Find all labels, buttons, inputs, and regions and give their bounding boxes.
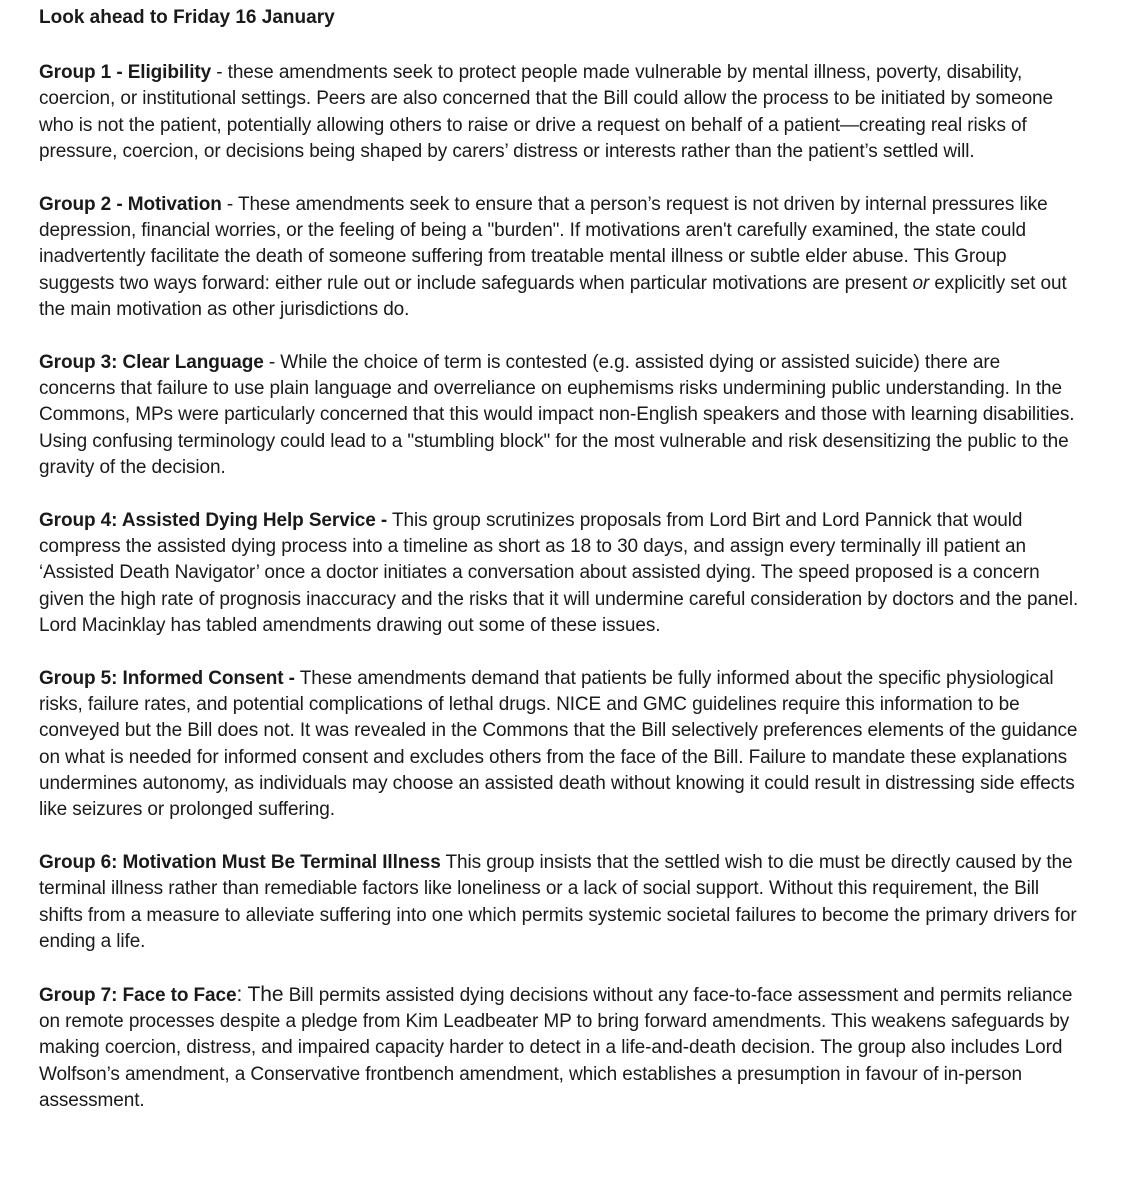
group-6-body: This group insists that the settled wish to die must be directly caused by the terminal illness rather than remediable factors like loneliness or a lack of social support. Without this requirement, the Bill shifts from a measure to alleviate suffering into one which permits systemic societal failures to become the primary drivers for ending a life. bbox=[39, 851, 1077, 952]
group-4-body: This group scrutinizes proposals from Lord Birt and Lord Pannick that would compress the assisted dying process into a timeline as short as 18 to 30 days, and assign every terminally ill patient an ‘Assisted Death Navigator’ once a doctor initiates a conversation about assisted dying. The speed proposed is a concern given the high rate of prognosis inaccuracy and the risks that it will undermine careful consideration by doctors and the panel. Lord Macinklay has tabled amendments drawing out some of these issues. bbox=[39, 509, 1079, 636]
group-3-title: Group 3: Clear Language bbox=[39, 351, 264, 373]
group-4-title: Group 4: Assisted Dying Help Service - bbox=[39, 509, 388, 531]
group-1-body: - these amendments seek to protect people made vulnerable by mental illness, poverty, disability, coercion, or institutional settings. Peers are also concerned that the Bill could allow the process to be initiated by someone who is not the patient, potentially allowing others to raise or drive a request on behalf of a patient—creating real risks of pressure, coercion, or decisions being shaped by carers’ distress or interests rather than the patient’s settled will. bbox=[39, 62, 1053, 162]
group-3-body: - While the choice of term is contested (e.g. assisted dying or assisted suicide) there are concerns that failure to use plain language and overreliance on euphemisms risks undermining public understanding. In the Commons, MPs were particularly concerned that this would impact non-English speakers and those with learning disabilities. Using confusing terminology could lead to a "stumbling block" for the most vulnerable and risk desensitizing the public to the gravity of the decision. bbox=[39, 351, 1075, 478]
group-6-title: Group 6: Motivation Must Be Terminal Illness bbox=[39, 851, 441, 873]
group-7-body: Bill permits assisted dying decisions without any face-to-face assessment and permits reliance on remote processes despite a pledge from Kim Leadbeater MP to bring forward amendments. This weakens safeguards by making coercion, distress, and impaired capacity harder to detect in a life-and-death decision. The group also includes Lord Wolfson’s amendment, a Conservative frontbench amendment, which establishes a presumption in favour of in-person assessment. bbox=[39, 984, 1073, 1111]
group-7-title: Group 7: Face to Face bbox=[39, 984, 237, 1006]
group-5-body: These amendments demand that patients be fully informed about the specific physiological risks, failure rates, and potential complications of lethal drugs. NICE and GMC guidelines require this information to be conveyed but the Bill does not. It was revealed in the Commons that the Bill selectively preferences elements of the guidance on what is needed for informed consent and excludes others from the face of the Bill. Failure to mandate these explanations undermines autonomy, as individuals may choose an assisted death without knowing it could result in distressing side effects like seizures or prolonged suffering. bbox=[39, 667, 1078, 821]
group-2-emphasis: or bbox=[912, 272, 930, 294]
group-2-paragraph bbox=[39, 192, 1079, 323]
group-2-title: Group 2 - Motivation bbox=[39, 193, 222, 215]
group-1-title: Group 1 - Eligibility bbox=[39, 62, 212, 83]
group-5-paragraph bbox=[39, 666, 1079, 824]
group-6-paragraph bbox=[39, 850, 1079, 955]
document bbox=[39, 7, 1079, 1141]
group-7-paragraph bbox=[39, 982, 1079, 1114]
group-4-paragraph bbox=[39, 508, 1079, 639]
group-3-paragraph bbox=[39, 350, 1079, 481]
group-7-lead: : The bbox=[236, 982, 284, 1006]
group-1-paragraph bbox=[39, 60, 1079, 165]
document-heading: Look ahead to Friday 16 January bbox=[39, 7, 335, 28]
group-2-body-after: explicitly set out the main motivation as other jurisdictions do. bbox=[39, 272, 1067, 320]
group-5-title: Group 5: Informed Consent - bbox=[39, 667, 295, 689]
group-2-body: - These amendments seek to ensure that a person’s request is not driven by internal pressures like depression, financial worries, or the feeling of being a "burden". If motivations aren't carefully examined, the state could inadvertently facilitate the death of someone suffering from treatable mental illness or subtle elder abuse. This Group suggests two ways forward: either rule out or include safeguards when particular motivations are present bbox=[39, 193, 1048, 294]
